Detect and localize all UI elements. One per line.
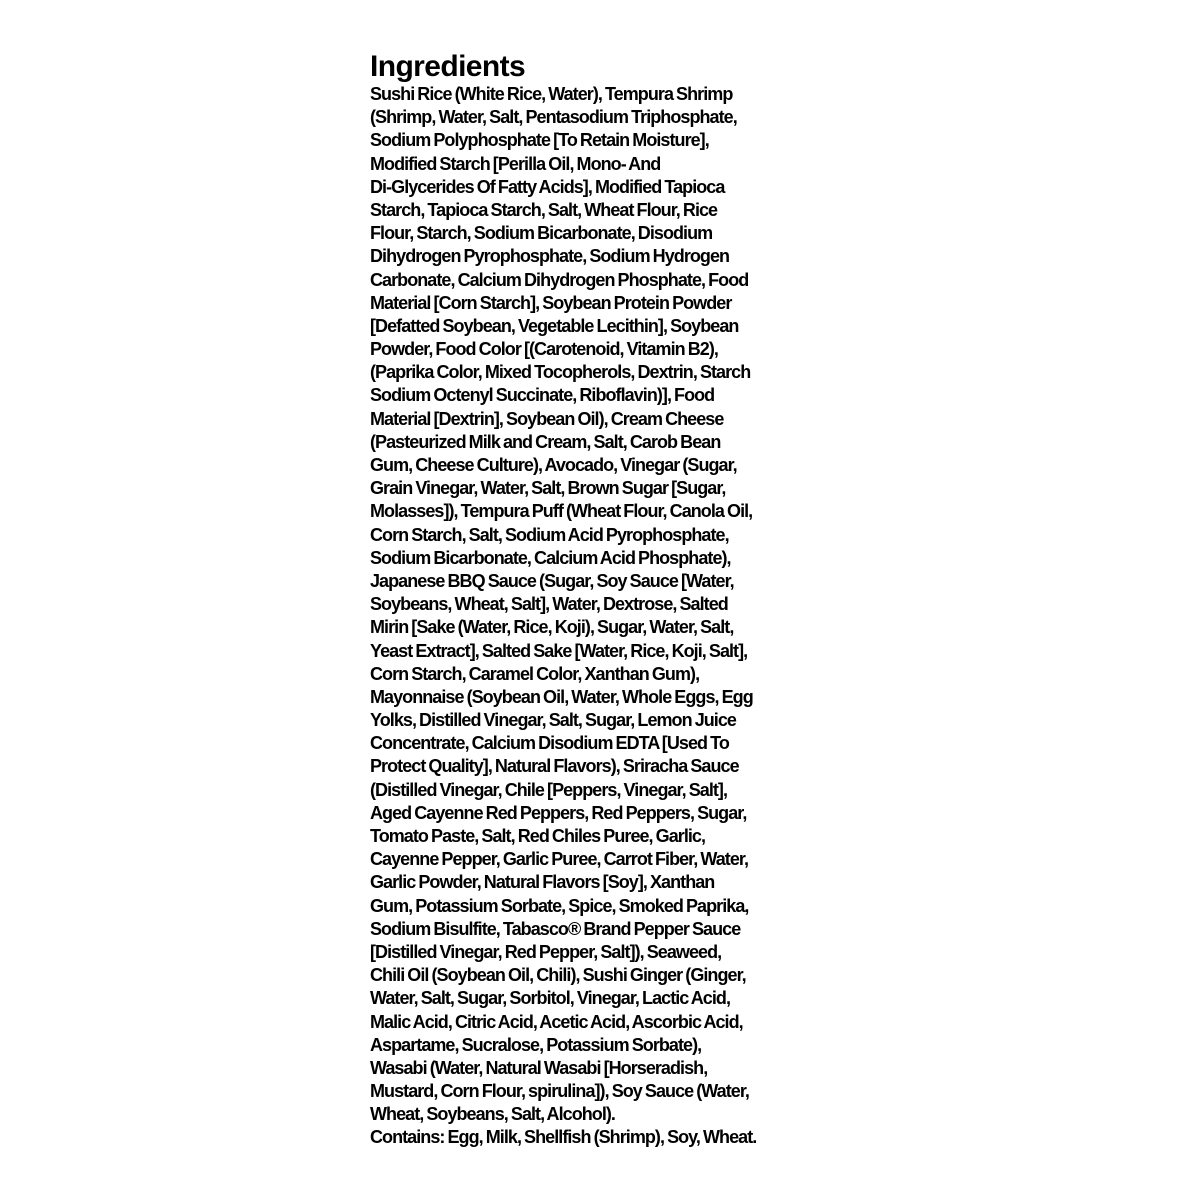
ingredients-line: Sodium Polyphosphate [To Retain Moisture], (370, 130, 709, 151)
ingredients-line: Material [Dextrin], Soybean Oil), Cream Cheese (370, 408, 724, 429)
ingredients-label (370, 50, 840, 1150)
allergen-statement: Contains: Egg, Milk, Shellfish (Shrimp), Soy, Wheat. (370, 1127, 757, 1148)
ingredients-line: Aged Cayenne Red Peppers, Red Peppers, Sugar, (370, 802, 747, 823)
ingredients-line: Dihydrogen Pyrophosphate, Sodium Hydrogen (370, 246, 730, 267)
ingredients-line: (Shrimp, Water, Salt, Pentasodium Triphosphate, (370, 107, 737, 128)
ingredients-line: Sodium Bisulfite, Tabasco® Brand Pepper Sauce (370, 918, 741, 939)
ingredients-line: Wheat, Soybeans, Salt, Alcohol). (370, 1104, 615, 1125)
ingredients-line: (Paprika Color, Mixed Tocopherols, Dextrin, Starch (370, 362, 751, 383)
ingredients-line: (Distilled Vinegar, Chile [Peppers, Vinegar, Salt], (370, 779, 728, 800)
ingredients-line: [Distilled Vinegar, Red Pepper, Salt]), Seaweed, (370, 941, 722, 962)
ingredients-line: Yolks, Distilled Vinegar, Salt, Sugar, Lemon Juice (370, 710, 736, 731)
ingredients-line: Mirin [Sake (Water, Rice, Koji), Sugar, Water, Salt, (370, 617, 734, 638)
ingredients-line: Aspartame, Sucralose, Potassium Sorbate), (370, 1034, 702, 1055)
ingredients-line: Modified Starch [Perilla Oil, Mono- And (370, 153, 661, 174)
ingredients-line: Sushi Rice (White Rice, Water), Tempura Shrimp (370, 84, 733, 104)
ingredients-line: Soybeans, Wheat, Salt], Water, Dextrose, Salted (370, 594, 728, 615)
ingredients-line: Mustard, Corn Flour, spirulina]), Soy Sauce (Water, (370, 1081, 749, 1102)
ingredients-line: Wasabi (Water, Natural Wasabi [Horseradish, (370, 1057, 708, 1078)
ingredients-line: Garlic Powder, Natural Flavors [Soy], Xanthan (370, 872, 715, 893)
ingredients-line: Gum, Cheese Culture), Avocado, Vinegar (Sugar, (370, 455, 737, 475)
ingredients-line: Cayenne Pepper, Garlic Puree, Carrot Fiber, Water, (370, 849, 748, 870)
ingredients-line: Flour, Starch, Sodium Bicarbonate, Disodium (370, 223, 713, 244)
ingredients-line: Gum, Potassium Sorbate, Spice, Smoked Paprika, (370, 895, 749, 916)
ingredients-title: Ingredients (370, 50, 526, 83)
ingredients-line: Molasses]), Tempura Puff (Wheat Flour, Canola Oil, (370, 501, 753, 522)
ingredients-line: Mayonnaise (Soybean Oil, Water, Whole Eggs, Egg (370, 686, 753, 707)
ingredients-line: Japanese BBQ Sauce (Sugar, Soy Sauce [Water, (370, 570, 734, 591)
ingredients-line: Corn Starch, Caramel Color, Xanthan Gum), (370, 663, 700, 684)
ingredients-line: Sodium Octenyl Succinate, Riboflavin)], Food (370, 385, 715, 406)
ingredients-line: Material [Corn Starch], Soybean Protein Powder (370, 292, 732, 313)
ingredients-line: [Defatted Soybean, Vegetable Lecithin], Soybean (370, 315, 739, 336)
ingredients-line: Yeast Extract], Salted Sake [Water, Rice, Koji, Salt], (370, 640, 748, 661)
ingredients-line: Malic Acid, Citric Acid, Acetic Acid, Ascorbic Acid, (370, 1011, 743, 1032)
ingredients-line: Water, Salt, Sugar, Sorbitol, Vinegar, Lactic Acid, (370, 988, 730, 1009)
ingredients-line: Corn Starch, Salt, Sodium Acid Pyrophosphate, (370, 524, 729, 545)
ingredients-line: Protect Quality], Natural Flavors), Sriracha Sauce (370, 756, 739, 777)
ingredients-line: Concentrate, Calcium Disodium EDTA [Used To (370, 733, 729, 754)
ingredients-text (370, 83, 840, 1126)
ingredients-line: (Pasteurized Milk and Cream, Salt, Carob Bean (370, 431, 721, 452)
ingredients-line: Chili Oil (Soybean Oil, Chili), Sushi Ginger (Ginger, (370, 965, 746, 986)
ingredients-line: Grain Vinegar, Water, Salt, Brown Sugar [Sugar, (370, 478, 726, 499)
ingredients-line: Tomato Paste, Salt, Red Chiles Puree, Garlic, (370, 826, 706, 846)
ingredients-line: Sodium Bicarbonate, Calcium Acid Phosphate), (370, 547, 731, 568)
ingredients-line: Starch, Tapioca Starch, Salt, Wheat Flour, Rice (370, 199, 718, 220)
ingredients-line: Carbonate, Calcium Dihydrogen Phosphate, Food (370, 269, 749, 290)
ingredients-line: Powder, Food Color [(Carotenoid, Vitamin B2), (370, 339, 718, 360)
ingredients-line: Di-Glycerides Of Fatty Acids], Modified Tapioca (370, 176, 725, 197)
